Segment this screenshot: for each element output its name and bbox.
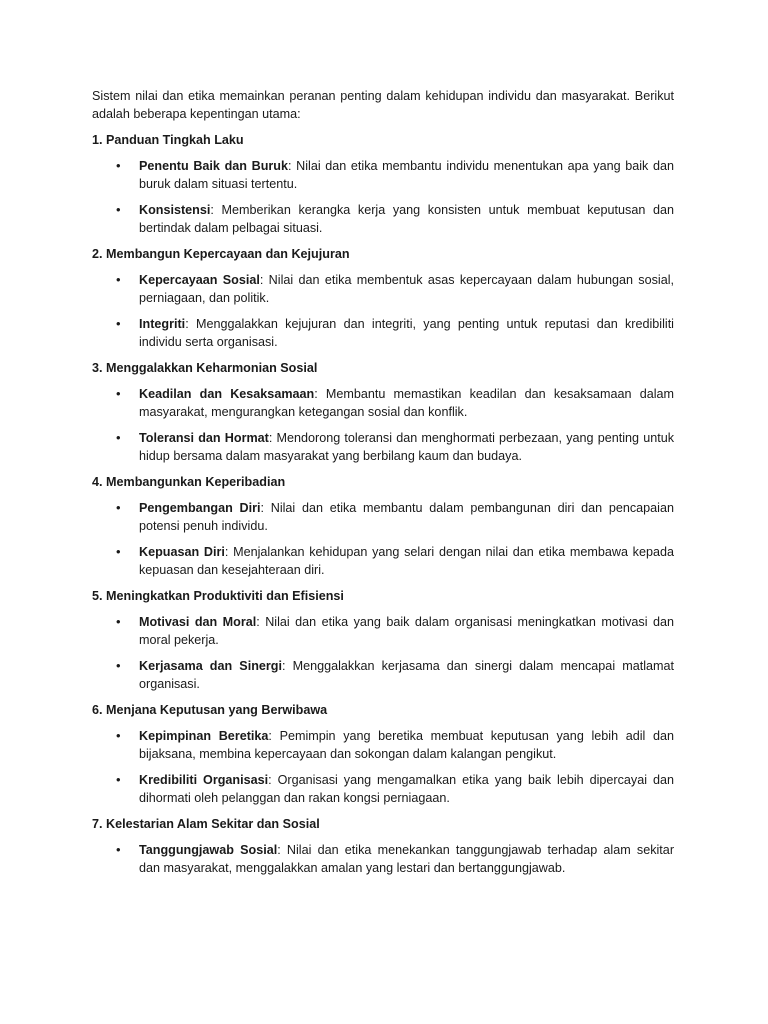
bullet-dot-icon: • bbox=[116, 386, 121, 401]
section-2 bbox=[92, 245, 674, 351]
bullet-term: Kepuasan Diri bbox=[139, 545, 225, 559]
bullet-term: Tanggungjawab Sosial bbox=[139, 843, 278, 857]
bullet-dot-icon: • bbox=[116, 772, 121, 787]
list-item bbox=[92, 315, 674, 351]
bullet-text: : Nilai dan etika menekankan tanggungjawab terhadap alam sekitar dan masyarakat, menggalakkan amalan yang lestari dan bertanggungjawab. bbox=[139, 843, 675, 875]
bullet-text: : Mendorong toleransi dan menghormati perbezaan, yang penting untuk hidup bersama dalam masyarakat yang berbilang kaum dan budaya. bbox=[139, 431, 675, 463]
list-item bbox=[92, 271, 674, 307]
section-heading: 4. Membangunkan Keperibadian bbox=[92, 475, 286, 489]
bullet-text: : Nilai dan etika membantu dalam pembangunan diri dan pencapaian potensi penuh individu. bbox=[139, 501, 674, 533]
list-item bbox=[92, 727, 674, 763]
section-4 bbox=[92, 473, 674, 579]
bullet-text: : Menggalakkan kejujuran dan integriti, yang penting untuk reputasi dan kredibiliti individu serta organisasi. bbox=[139, 317, 674, 349]
list-item bbox=[92, 499, 674, 535]
list-item bbox=[92, 657, 674, 693]
section-heading: 6. Menjana Keputusan yang Berwibawa bbox=[92, 703, 328, 717]
list-item bbox=[92, 157, 674, 193]
bullet-dot-icon: • bbox=[116, 658, 121, 673]
bullet-dot-icon: • bbox=[116, 202, 121, 217]
bullet-term: Pengembangan Diri bbox=[139, 501, 261, 515]
list-item bbox=[92, 771, 674, 807]
bullet-dot-icon: • bbox=[116, 430, 121, 445]
bullet-term: Integriti bbox=[139, 317, 186, 331]
sections-container bbox=[92, 131, 674, 877]
bullet-dot-icon: • bbox=[116, 158, 121, 173]
list-item bbox=[92, 429, 674, 465]
bullet-text: : Menjalankan kehidupan yang selari dengan nilai dan etika membawa kepada kepuasan dan kesejahteraan diri. bbox=[139, 545, 674, 577]
bullet-list bbox=[92, 499, 674, 579]
bullet-term: Konsistensi bbox=[139, 203, 211, 217]
bullet-text: : Organisasi yang mengamalkan etika yang baik lebih dipercayai dan dihormati oleh pelanggan dan rakan kongsi perniagaan. bbox=[139, 773, 674, 805]
bullet-term: Keadilan dan Kesaksamaan bbox=[139, 387, 315, 401]
list-item bbox=[92, 841, 674, 877]
bullet-text: : Nilai dan etika membantu individu menentukan apa yang baik dan buruk dalam situasi tertentu. bbox=[139, 159, 674, 191]
section-heading: 2. Membangun Kepercayaan dan Kejujuran bbox=[92, 247, 350, 261]
list-item bbox=[92, 613, 674, 649]
list-item bbox=[92, 201, 674, 237]
section-heading: 3. Menggalakkan Keharmonian Sosial bbox=[92, 361, 318, 375]
list-item bbox=[92, 385, 674, 421]
bullet-text: : Memberikan kerangka kerja yang konsisten untuk membuat keputusan dan bertindak dalam pelbagai situasi. bbox=[139, 203, 674, 235]
bullet-list bbox=[92, 271, 674, 351]
bullet-text: : Nilai dan etika yang baik dalam organisasi meningkatkan motivasi dan moral pekerja. bbox=[139, 615, 674, 647]
bullet-dot-icon: • bbox=[116, 842, 121, 857]
document-page bbox=[92, 87, 674, 885]
bullet-list bbox=[92, 157, 674, 237]
bullet-text: : Membantu memastikan keadilan dan kesaksamaan dalam masyarakat, mengurangkan ketegangan sosial dan konflik. bbox=[139, 387, 674, 419]
bullet-dot-icon: • bbox=[116, 544, 121, 559]
bullet-text: : Nilai dan etika membentuk asas kepercayaan dalam hubungan sosial, perniagaan, dan politik. bbox=[139, 273, 674, 305]
section-heading: 5. Meningkatkan Produktiviti dan Efisiensi bbox=[92, 589, 344, 603]
section-7 bbox=[92, 815, 674, 877]
bullet-term: Motivasi dan Moral bbox=[139, 615, 257, 629]
intro-paragraph: Sistem nilai dan etika memainkan peranan penting dalam kehidupan individu dan masyarakat. Berikut adalah beberapa kepentingan utama: bbox=[92, 89, 674, 121]
section-5 bbox=[92, 587, 674, 693]
section-heading: 1. Panduan Tingkah Laku bbox=[92, 133, 244, 147]
bullet-term: Kredibiliti Organisasi bbox=[139, 773, 269, 787]
bullet-dot-icon: • bbox=[116, 728, 121, 743]
bullet-dot-icon: • bbox=[116, 614, 121, 629]
bullet-list bbox=[92, 613, 674, 693]
bullet-list bbox=[92, 841, 674, 877]
bullet-list bbox=[92, 385, 674, 465]
bullet-text: : Menggalakkan kerjasama dan sinergi dalam mencapai matlamat organisasi. bbox=[139, 659, 674, 691]
bullet-dot-icon: • bbox=[116, 316, 121, 331]
section-1 bbox=[92, 131, 674, 237]
bullet-term: Kerjasama dan Sinergi bbox=[139, 659, 282, 673]
bullet-term: Kepercayaan Sosial bbox=[139, 273, 260, 287]
bullet-term: Toleransi dan Hormat bbox=[139, 431, 269, 445]
section-6 bbox=[92, 701, 674, 807]
bullet-dot-icon: • bbox=[116, 500, 121, 515]
bullet-dot-icon: • bbox=[116, 272, 121, 287]
list-item bbox=[92, 543, 674, 579]
bullet-term: Kepimpinan Beretika bbox=[139, 729, 269, 743]
section-3 bbox=[92, 359, 674, 465]
bullet-text: : Pemimpin yang beretika membuat keputusan yang lebih adil dan bijaksana, membina kepercayaan dan sokongan dalam kalangan pengikut. bbox=[139, 729, 674, 761]
bullet-list bbox=[92, 727, 674, 807]
section-heading: 7. Kelestarian Alam Sekitar dan Sosial bbox=[92, 817, 320, 831]
bullet-term: Penentu Baik dan Buruk bbox=[139, 159, 288, 173]
